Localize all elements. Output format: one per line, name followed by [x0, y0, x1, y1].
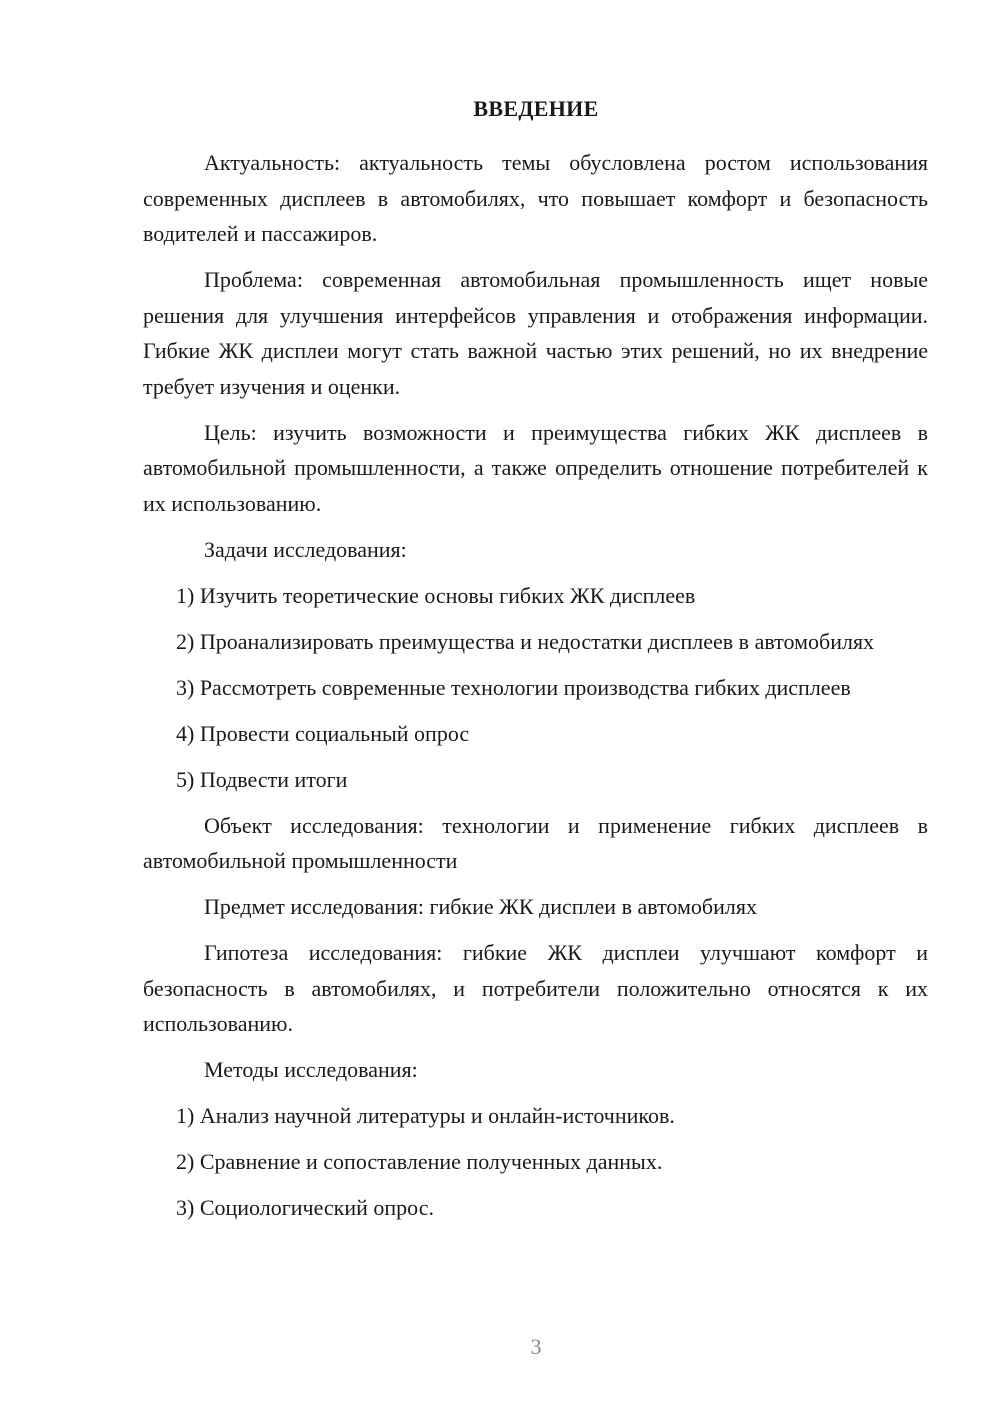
paragraph-object: Объект исследования: технологии и применение гибких дисплеев в автомобильной промышленности — [143, 812, 928, 873]
paragraph-goal: Цель: изучить возможности и преимущества гибких ЖК дисплеев в автомобильной промышленности, а также определить отношение потребителей к их использованию. — [143, 419, 928, 516]
document-body — [143, 145, 928, 1236]
paragraph-relevance: Актуальность: актуальность темы обусловлена ростом использования современных дисплеев в автомобилях, что повышает комфорт и безопасность водителей и пассажиров. — [143, 150, 928, 246]
task-item: 5) Подвести итоги — [176, 766, 348, 792]
paragraph-subject: Предмет исследования: гибкие ЖК дисплеи в автомобилях — [204, 894, 757, 919]
task-item: 2) Проанализировать преимущества и недостатки дисплеев в автомобилях — [176, 628, 875, 654]
task-item: 3) Рассмотреть современные технологии производства гибких дисплеев — [176, 674, 851, 700]
section-heading: ВВЕДЕНИЕ — [473, 96, 599, 121]
method-item: 2) Сравнение и сопоставление полученных данных. — [176, 1149, 663, 1174]
tasks-label: Задачи исследования: — [204, 536, 407, 562]
paragraph-hypothesis: Гипотеза исследования: гибкие ЖК дисплеи улучшают комфорт и безопасность в автомобилях, и потребители положительно относятся к их использованию. — [143, 940, 928, 1036]
paragraph-problem: Проблема: современная автомобильная промышленность ищет новые решения для улучшения интерфейсов управления и отображения информации. Гибкие ЖК дисплеи могут стать важной частью этих решений, но их внедрение требует изучения и оценки. — [143, 267, 928, 399]
method-item: 1) Анализ научной литературы и онлайн-источников. — [176, 1103, 675, 1128]
task-item: 1) Изучить теоретические основы гибких ЖК дисплеев — [176, 582, 696, 608]
page-number: 3 — [530, 1334, 542, 1359]
method-item: 3) Социологический опрос. — [176, 1195, 434, 1220]
methods-label: Методы исследования: — [204, 1057, 418, 1082]
task-item: 4) Провести социальный опрос — [176, 720, 470, 746]
